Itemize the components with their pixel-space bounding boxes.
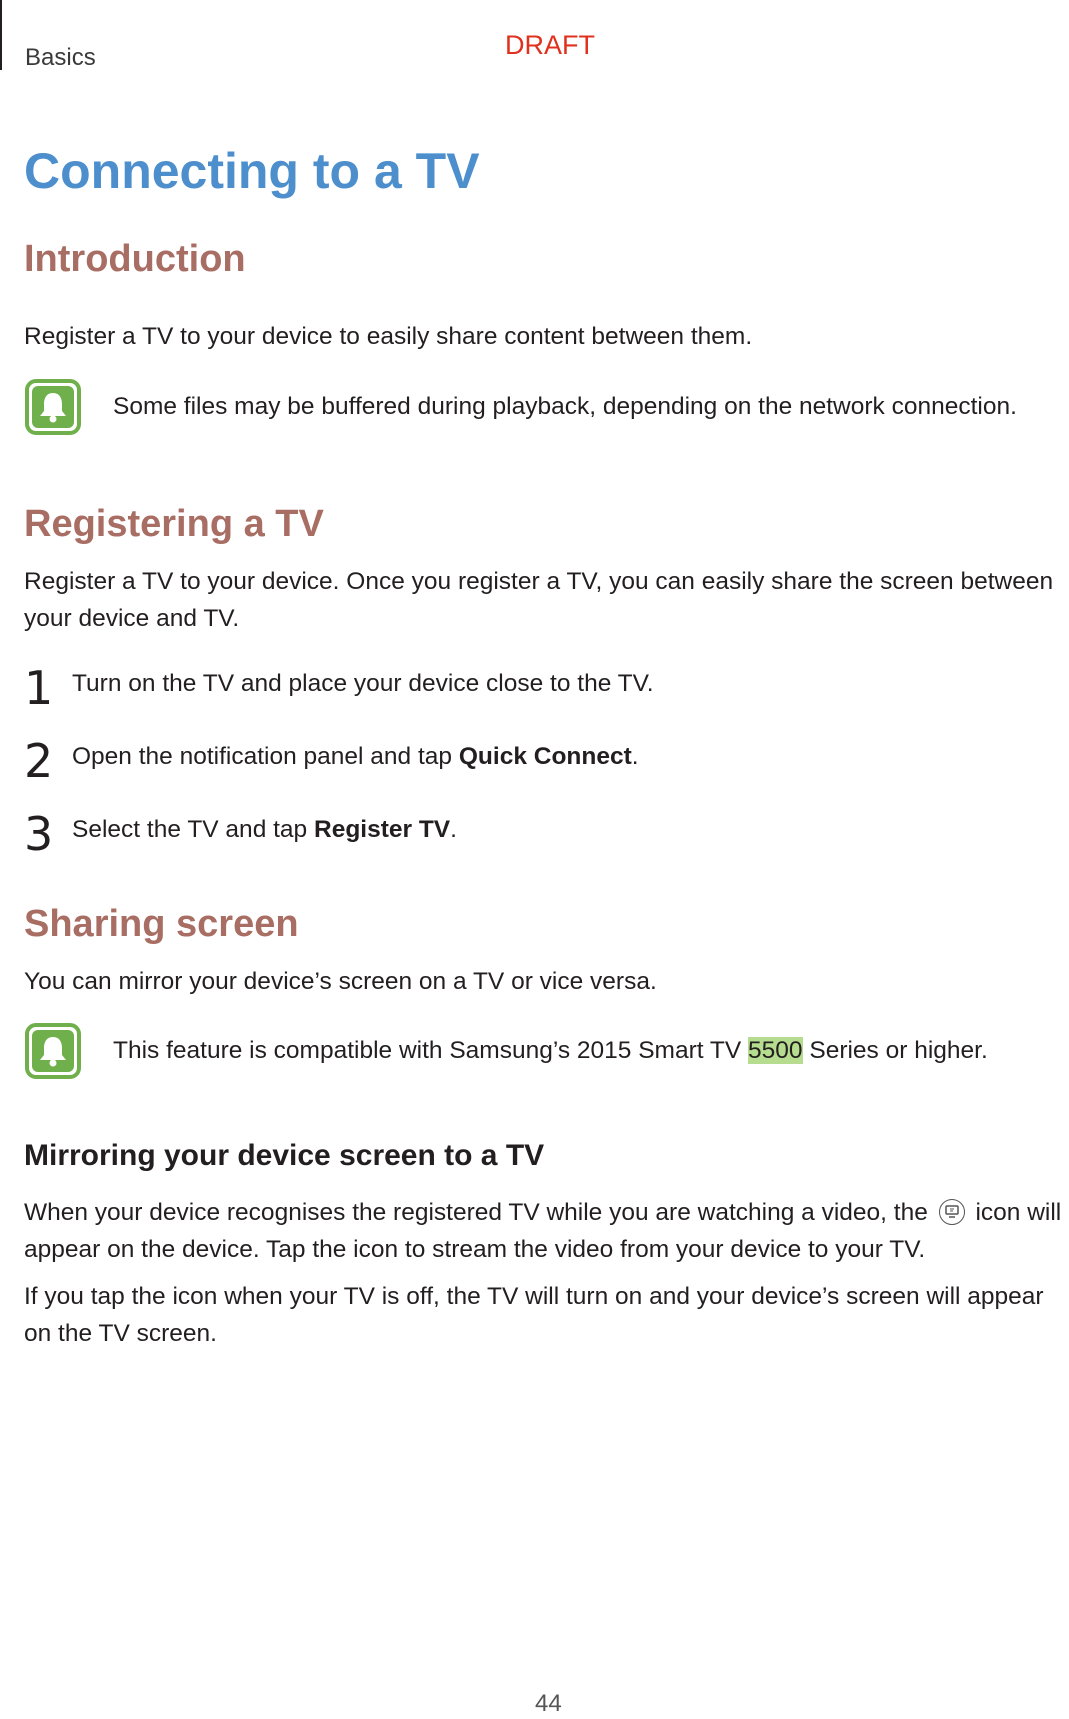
step-text — [72, 670, 654, 698]
draft-watermark: DRAFT — [505, 30, 595, 60]
page-margin-line — [0, 0, 2, 70]
section-label: Basics — [25, 44, 96, 71]
mirroring-paragraph-2: If you tap the icon when your TV is off, the TV will turn on and your device’s screen will appear on the TV screen. — [24, 1283, 1044, 1347]
note-compatibility — [113, 1037, 988, 1065]
step-3-after: . — [450, 816, 457, 843]
bell-icon — [25, 1023, 81, 1079]
step-text — [72, 816, 457, 844]
step-3-text: Select the TV and tap — [72, 816, 314, 843]
heading-registering: Registering a TV — [24, 503, 324, 545]
mirroring-paragraph-1 — [24, 1194, 1064, 1268]
registering-paragraph: Register a TV to your device. Once you register a TV, you can easily share the screen between your device and TV. — [24, 568, 1054, 632]
step-number: 2 — [24, 734, 54, 788]
intro-paragraph: Register a TV to your device to easily share content between them. — [24, 323, 753, 350]
step-2-after: . — [631, 743, 639, 770]
note-text-before: This feature is compatible with Samsung’s 2015 Smart TV — [113, 1037, 749, 1064]
step-text — [72, 743, 639, 771]
note-buffering: Some files may be buffered during playback, depending on the network connection. — [113, 393, 1017, 420]
page-title: Connecting to a TV — [24, 143, 480, 199]
sharing-paragraph: You can mirror your device’s screen on a TV or vice versa. — [24, 968, 657, 995]
heading-mirroring: Mirroring your device screen to a TV — [24, 1139, 545, 1172]
smart-view-icon — [939, 1199, 965, 1225]
heading-introduction: Introduction — [24, 238, 246, 280]
mirroring-text-before: When your device recognises the registered TV while you are watching a video, the — [24, 1199, 935, 1226]
step-number: 1 — [24, 661, 54, 715]
quick-connect-label: Quick Connect — [458, 743, 632, 770]
step-number: 3 — [24, 807, 54, 861]
highlighted-model: 5500 — [748, 1037, 803, 1064]
mirroring-text-after: icon will appear on the device. Tap the icon to stream the video from your device to your TV. — [24, 1199, 1062, 1263]
note-text-after: Series or higher. — [802, 1037, 988, 1064]
step-1-text: Turn on the TV and place your device close to the TV. — [72, 670, 654, 697]
heading-sharing: Sharing screen — [24, 903, 299, 945]
bell-icon — [25, 379, 81, 435]
register-tv-label: Register TV — [314, 816, 451, 843]
page-number: 44 — [535, 1690, 562, 1717]
step-2-text: Open the notification panel and tap — [72, 743, 459, 770]
